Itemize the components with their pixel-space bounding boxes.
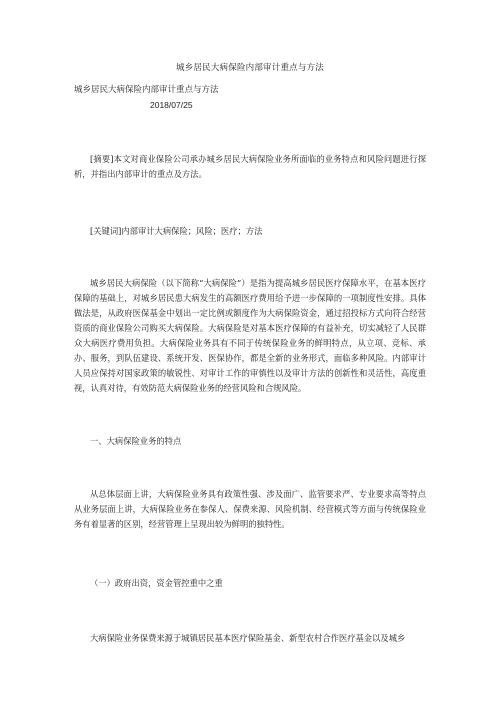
section-heading: 一、大病保险业务的特点 xyxy=(90,436,182,446)
publish-date: 2018/07/25 xyxy=(150,100,193,110)
subsection-heading: （一）政府出资，资金管控重中之重 xyxy=(90,578,223,588)
keywords-paragraph: [关键词]内部审计大病保险；风险；医疗；方法 xyxy=(90,226,263,236)
subsection-paragraph: 大病保险业务保费来源于城镇居民基本医疗保险基金、新型农村合作医疗基金以及城乡 xyxy=(90,633,406,643)
abstract-paragraph: [摘要]本文对商业保险公司承办城乡居民大病保险业务所面临的业务特点和风险问题进行探析，并指出内部审计的重点及方法。 xyxy=(74,154,426,179)
document-subtitle: 城乡居民大病保险内部审计重点与方法 xyxy=(74,85,219,95)
document-title: 城乡居民大病保险内部审计重点与方法 xyxy=(176,63,324,73)
intro-paragraph: 城乡居民大病保险（以下简称“大病保险”）是指为提高城乡居民医疗保障水平，在基本医疗保障的基础上，对城乡居民患大病发生的高额医疗费用给予进一步保障的一项制度性安排。具体做法是，从政府医保基金中划出一定比例或额度作为大病保险资金，通过招投标方式向符合经营资质的商业保险公司购买大病保险。大病保险是对基本医疗保障的有益补充，切实减轻了人民群众大病医疗费用负担。大病保险业务具有不同于传统保险业务的鲜明特点，从立项、竞标、承办、服务，到队伍建设、系统开发、医保协作，都是全新的业务形式，面临多种风险。内部审计人员应保持对国家政策的敏锐性、对审计工作的审慎性以及审计方法的创新性和灵活性，高度重视，认真对待，有效防范大病保险业务的经营风险和合规风险。 xyxy=(74,278,426,393)
section-paragraph: 从总体层面上讲，大病保险业务具有政策性强、涉及面广、监管要求严、专业要求高等特点 从业务层面上讲，大病保险业务在参保人、保费来源、风险机制、经营模式等方面与传统保险业务有着显著的区别，经营管理上呈现出较为鲜明的独特性。 xyxy=(74,489,426,529)
